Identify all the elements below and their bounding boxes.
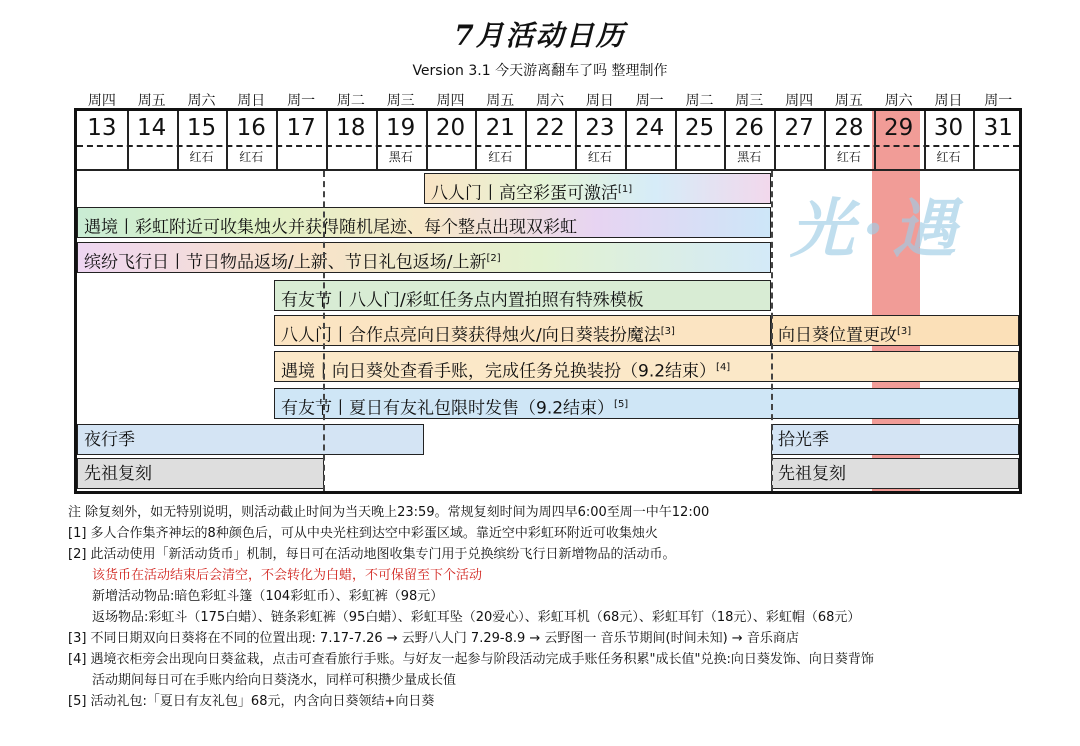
weekday-label: 周三 xyxy=(386,93,415,109)
note-4: [4] 遇境衣柜旁会出现向日葵盆栽，点击可查看旅行手账。与好友一起参与阶段活动完成手账任务积累"成长值"兑换:向日葵发饰、向日葵背饰 xyxy=(68,652,874,667)
day-stone-note: 黑石 xyxy=(737,150,762,164)
event-bar-2 xyxy=(77,207,771,238)
event-bar-6 xyxy=(771,315,1019,346)
day-separator xyxy=(924,111,926,169)
season-bar-night xyxy=(77,424,424,455)
day-separator xyxy=(177,111,179,169)
note-4-extra: 活动期间每日可在手账内给向日葵浇水，同样可积攒少量成长值 xyxy=(92,673,457,688)
day-stone-note xyxy=(276,147,326,167)
event-text: 遇境丨向日葵处查看手账，完成任务兑换装扮（9.2结束） xyxy=(281,361,717,382)
day-number: 29 xyxy=(884,115,914,141)
day-stone-note: 红石 xyxy=(189,150,214,164)
day-number: 26 xyxy=(734,115,764,141)
day-stone-note xyxy=(874,147,924,167)
weekday-label: 周五 xyxy=(486,93,515,109)
event-text: 拾光季 xyxy=(778,430,829,450)
note-1: [1] 多人合作集齐神坛的8种颜色后，可从中央光柱到达空中彩蛋区域。靠近空中彩虹环附近可收集烛火 xyxy=(68,526,658,541)
note-3: [3] 不同日期双向日葵将在不同的位置出现: 7.17-7.26 → 云野八人门 7.29-8.9 → 云野图一 音乐节期间(时间未知) → 音乐商店 xyxy=(68,631,799,646)
event-text: 夜行季 xyxy=(84,430,135,450)
day-separator xyxy=(475,111,477,169)
weekday-label: 周日 xyxy=(585,93,614,109)
day-stone-note: 红石 xyxy=(836,150,861,164)
note-2-returning-items: 返场物品:彩虹斗（175白蜡）、链条彩虹裤（95白蜡）、彩虹耳坠（20爱心）、彩虹耳机（68元）、彩虹耳钉（18元）、彩虹帽（68元） xyxy=(92,610,861,625)
traveling-spirit-bar-2 xyxy=(771,458,1019,489)
event-note: [3] xyxy=(897,326,912,337)
day-number: 20 xyxy=(435,115,466,141)
weekday-label: 周日 xyxy=(934,93,963,109)
day-separator xyxy=(874,111,876,169)
day-number: 19 xyxy=(386,115,416,141)
traveling-spirit-bar-1 xyxy=(77,458,324,489)
day-number: 25 xyxy=(684,115,715,141)
day-divider xyxy=(77,145,1019,147)
event-bar-3 xyxy=(77,242,771,273)
weekday-label: 周一 xyxy=(635,93,664,109)
note-2: [2] 此活动使用「新活动货币」机制，每日可在活动地图收集专门用于兑换缤纷飞行日新增物品的活动币。 xyxy=(68,547,676,562)
day-number: 15 xyxy=(186,115,217,141)
page-title: 7月活动日历 xyxy=(454,19,626,52)
day-separator xyxy=(774,111,776,169)
day-separator xyxy=(575,111,577,169)
week-marker-line xyxy=(323,171,325,491)
weekday-label: 周六 xyxy=(536,93,565,109)
day-separator xyxy=(226,111,228,169)
day-number: 23 xyxy=(585,115,615,141)
event-text: 八人门丨高空彩蛋可激活 xyxy=(431,183,618,204)
event-note: [3] xyxy=(660,326,675,337)
day-number: 17 xyxy=(286,115,316,141)
event-bar-1 xyxy=(424,173,771,204)
day-stone-note xyxy=(625,147,675,167)
weekday-label: 周四 xyxy=(436,93,465,109)
day-stone-note xyxy=(675,147,725,167)
note-2-new-items: 新增活动物品:暗色彩虹斗篷（104彩虹币）、彩虹裤（98元） xyxy=(92,589,444,604)
day-separator xyxy=(326,111,328,169)
event-note: [2] xyxy=(486,253,501,264)
day-number: 18 xyxy=(336,115,366,141)
day-number: 24 xyxy=(635,115,665,141)
season-bar-light xyxy=(771,424,1019,455)
note-5: [5] 活动礼包:「夏日有友礼包」68元，内含向日葵领结+向日葵 xyxy=(68,694,435,709)
day-number: 28 xyxy=(834,115,864,141)
event-note: [5] xyxy=(614,399,629,410)
weekday-label: 周一 xyxy=(287,93,316,109)
weekday-label: 周日 xyxy=(237,93,266,109)
day-separator xyxy=(276,111,278,169)
event-bar-4 xyxy=(274,280,771,311)
weekday-label: 周五 xyxy=(834,93,863,109)
day-stone-note xyxy=(77,147,127,167)
day-stone-note xyxy=(973,147,1023,167)
day-separator xyxy=(724,111,726,169)
day-stone-note xyxy=(326,147,376,167)
event-text: 遇境丨彩虹附近可收集烛火并获得随机尾迹、每个整点出现双彩虹 xyxy=(84,217,577,238)
day-stone-note: 红石 xyxy=(587,150,612,164)
day-separator xyxy=(675,111,677,169)
day-stone-note: 红石 xyxy=(488,150,513,164)
event-text: 先祖复刻 xyxy=(84,464,152,484)
day-number: 31 xyxy=(983,115,1013,141)
event-bar-7 xyxy=(274,351,1019,382)
day-number: 14 xyxy=(137,115,167,141)
note-2-warning: 该货币在活动结束后会清空，不会转化为白蜡，不可保留至下个活动 xyxy=(92,568,483,583)
event-text: 向日葵位置更改 xyxy=(778,325,897,346)
day-stone-note: 黑石 xyxy=(388,150,413,164)
day-stone-note: 红石 xyxy=(239,150,264,164)
day-number: 13 xyxy=(87,115,117,141)
weekday-label: 周四 xyxy=(785,93,814,109)
day-number: 16 xyxy=(236,115,266,141)
weekday-label: 周六 xyxy=(884,93,913,109)
weekday-label: 周一 xyxy=(984,93,1013,109)
day-separator xyxy=(525,111,527,169)
header-bottom-line xyxy=(77,169,1019,171)
day-stone-note xyxy=(774,147,824,167)
day-number: 22 xyxy=(535,115,565,141)
event-text: 有友节丨夏日有友礼包限时发售（9.2结束） xyxy=(281,398,615,419)
weekday-label: 周二 xyxy=(685,93,714,109)
day-separator xyxy=(426,111,428,169)
day-stone-note xyxy=(525,147,575,167)
notes-section xyxy=(68,502,874,712)
day-separator xyxy=(127,111,129,169)
event-note: [4] xyxy=(716,362,731,373)
page-subtitle: Version 3.1 今天游离翻车了吗 整理制作 xyxy=(412,63,668,79)
weekday-label: 周二 xyxy=(336,93,365,109)
day-separator xyxy=(973,111,975,169)
note-general: 注 除复刻外，如无特别说明，则活动截止时间为当天晚上23:59。常规复刻时间为周四早6:00至周一中午12:00 xyxy=(68,505,710,520)
event-text: 八人门丨合作点亮向日葵获得烛火/向日葵装扮魔法 xyxy=(281,325,661,346)
weekday-label: 周六 xyxy=(187,93,216,109)
day-separator xyxy=(625,111,627,169)
day-separator xyxy=(824,111,826,169)
weekday-label: 周三 xyxy=(735,93,764,109)
event-text: 先祖复刻 xyxy=(778,464,846,484)
event-bar-5 xyxy=(274,315,771,346)
event-note: [1] xyxy=(618,184,633,195)
week-marker-line xyxy=(771,171,773,491)
day-number: 21 xyxy=(485,115,515,141)
weekday-label: 周四 xyxy=(87,93,116,109)
day-stone-note: 红石 xyxy=(936,150,961,164)
day-number: 30 xyxy=(933,115,964,141)
event-text: 缤纷飞行日丨节日物品返场/上新、节日礼包返场/上新 xyxy=(84,252,487,273)
day-number: 27 xyxy=(784,115,814,141)
event-bar-8 xyxy=(274,388,1019,419)
event-text: 有友节丨八人门/彩虹任务点内置拍照有特殊模板 xyxy=(281,290,644,311)
day-stone-note xyxy=(426,147,476,167)
weekday-label: 周五 xyxy=(137,93,166,109)
day-separator xyxy=(376,111,378,169)
day-stone-note xyxy=(127,147,177,167)
sky-logo: 光·遇 xyxy=(790,192,965,267)
